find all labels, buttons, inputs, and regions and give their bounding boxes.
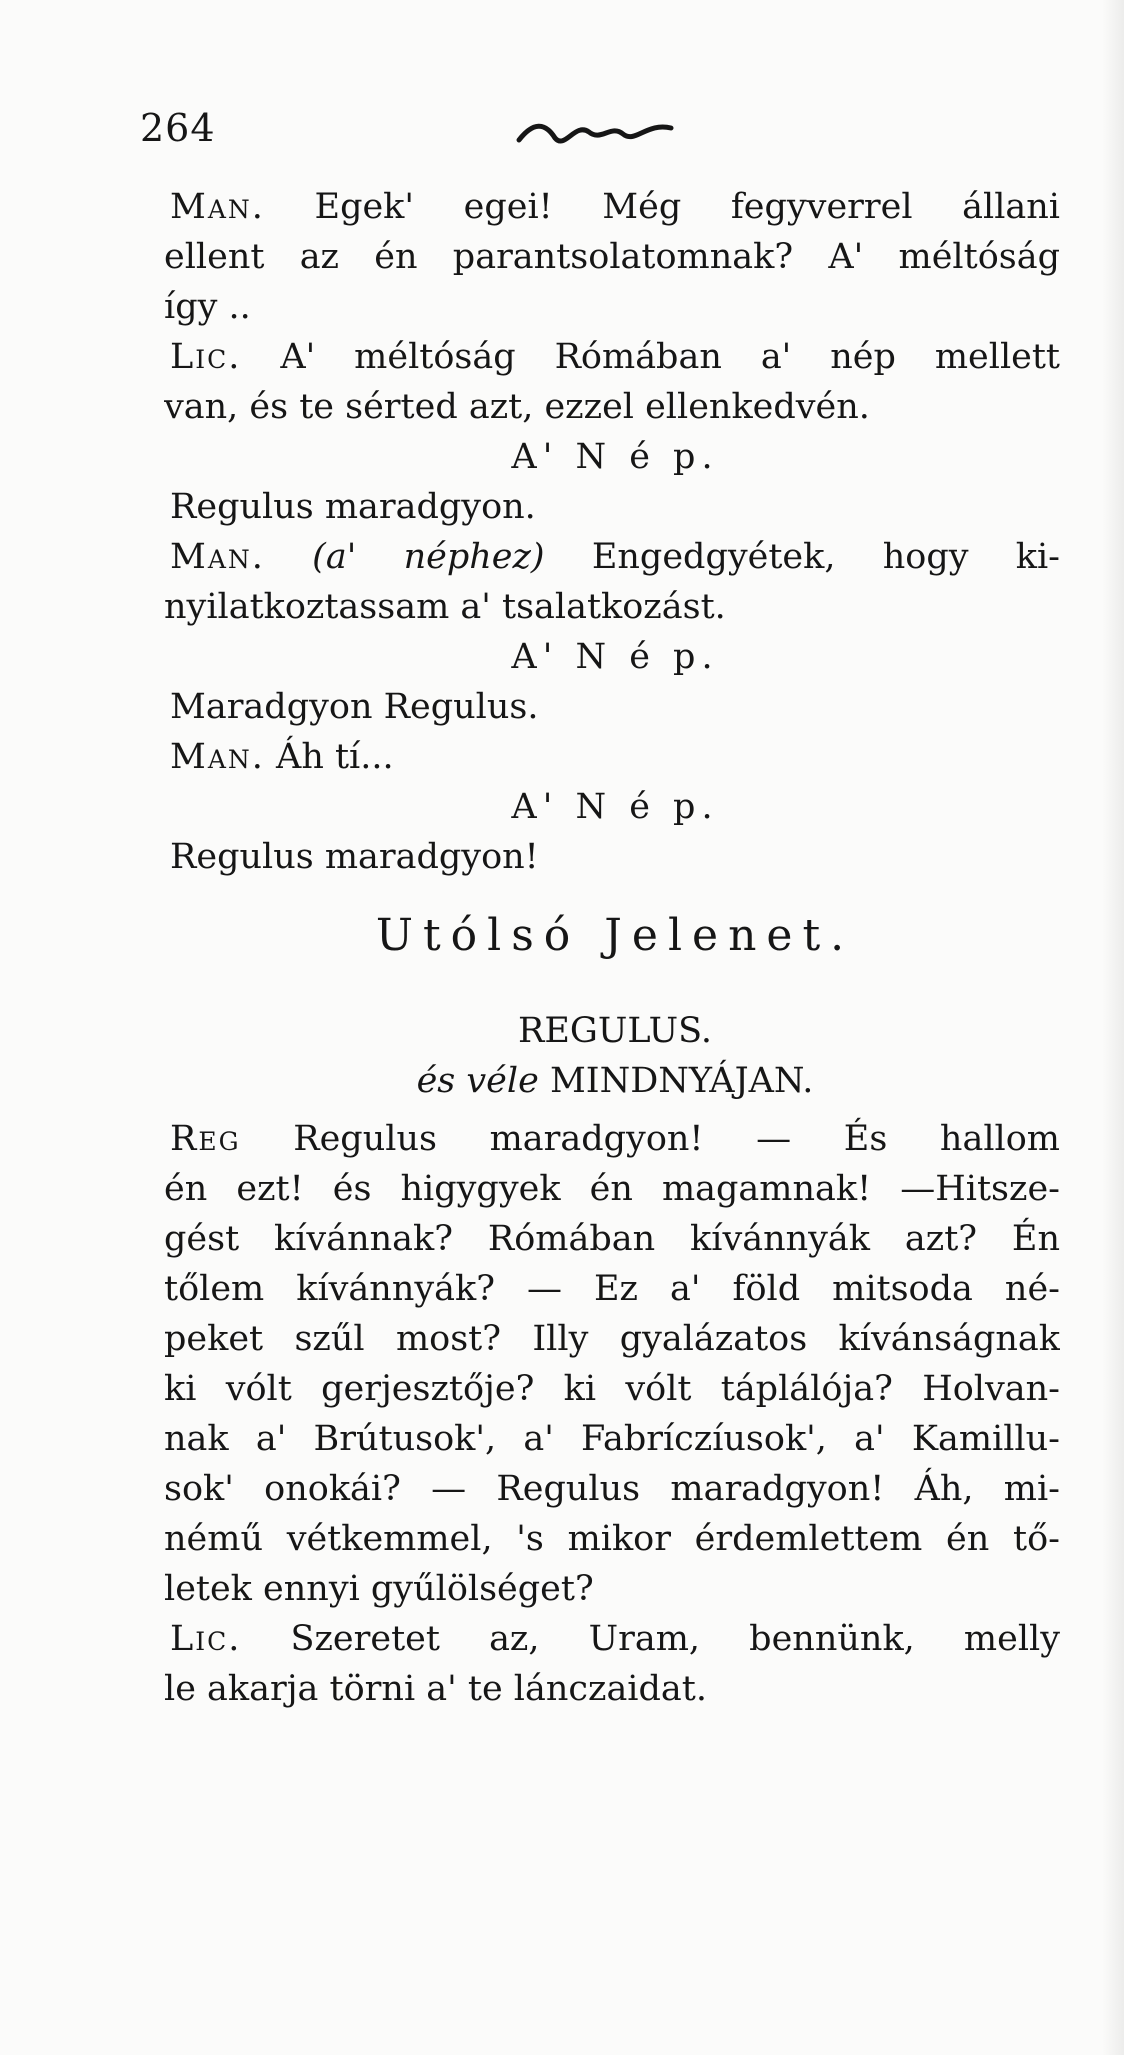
- text-line: [170, 732, 1060, 782]
- text-line: sok' onokái? — Regulus maradgyon! Áh, mi-: [164, 1469, 1060, 1509]
- scene-title: Utólsó Jelenet.: [375, 910, 855, 961]
- text-line: nyilatkoztassam a' tsalatkozást.: [164, 587, 726, 627]
- page-edge-shadow: [1102, 0, 1124, 2055]
- text-line: le akarja törni a' te lánczaidat.: [164, 1669, 707, 1709]
- line-text: Szeretet az, Uram, bennünk, melly: [290, 1619, 1060, 1659]
- page-header: [0, 100, 1124, 170]
- text-line: peket szűl most? Illy gyalázatos kívánságnak: [164, 1319, 1060, 1359]
- line-text: A' méltóság Rómában a' nép mellett: [280, 337, 1060, 377]
- text-line: ki vólt gerjesztője? ki vólt táplálója? Holvan-: [164, 1369, 1060, 1409]
- page-text: [164, 182, 1060, 1714]
- stage-direction: (a' néphez): [312, 537, 545, 577]
- speaker-lic: Lic.: [170, 337, 242, 377]
- speaker-man: Man.: [170, 187, 265, 227]
- text-line: van, és te sérted azt, ezzel ellenkedvén.: [164, 387, 870, 427]
- speaker-heading: A' N é p.: [511, 787, 719, 827]
- speaker-heading: A' N é p.: [511, 637, 719, 677]
- line-text: Regulus maradgyon! — És hallom: [293, 1119, 1060, 1159]
- spacer: [170, 1106, 1060, 1114]
- speaker-man: Man.: [170, 737, 265, 777]
- cast-note: és véle: [416, 1061, 539, 1101]
- cast-subheading: [170, 1056, 1060, 1106]
- text-line: [170, 332, 1060, 382]
- text-line: ellent az én parantsolatomnak? A' méltóság: [164, 237, 1060, 277]
- text-line: Maradgyon Regulus.: [170, 687, 539, 727]
- text-line: tőlem kívánnyák? — Ez a' föld mitsoda né-: [164, 1269, 1060, 1309]
- speaker-heading: A' N é p.: [511, 437, 719, 477]
- text-line: Regulus maradgyon.: [170, 487, 536, 527]
- text-line: én ezt! és higygyek én magamnak! —Hitsze-: [164, 1169, 1060, 1209]
- page-number: 264: [140, 106, 216, 150]
- text-line: így ..: [164, 287, 251, 327]
- line-text: Engedgyétek, hogy ki-: [591, 537, 1060, 577]
- speaker-lic: Lic.: [170, 1619, 242, 1659]
- speaker-man: Man.: [170, 537, 265, 577]
- line-text: Áh tí...: [276, 737, 394, 777]
- text-line: [170, 532, 1060, 582]
- text-line: Regulus maradgyon!: [170, 837, 539, 877]
- text-line: [170, 182, 1060, 232]
- text-line: nak a' Brútusok', a' Fabríczíusok', a' Kamillu-: [164, 1419, 1060, 1459]
- cast-names: MINDNYÁJAN.: [549, 1061, 814, 1101]
- line-text: Egek' egei! Még fegyverrel állani: [314, 187, 1060, 227]
- flourish-ornament: [515, 116, 675, 152]
- text-line: gést kívánnak? Rómában kívánnyák azt? Én: [164, 1219, 1060, 1259]
- text-line: némű vétkemmel, 's mikor érdemlettem én tő-: [164, 1519, 1060, 1559]
- text-line: letek ennyi gyűlölséget?: [164, 1569, 594, 1609]
- speaker-reg: Reg: [170, 1119, 241, 1159]
- text-line: [170, 1114, 1060, 1164]
- text-line: [170, 1614, 1060, 1664]
- cast-heading: REGULUS.: [517, 1011, 713, 1051]
